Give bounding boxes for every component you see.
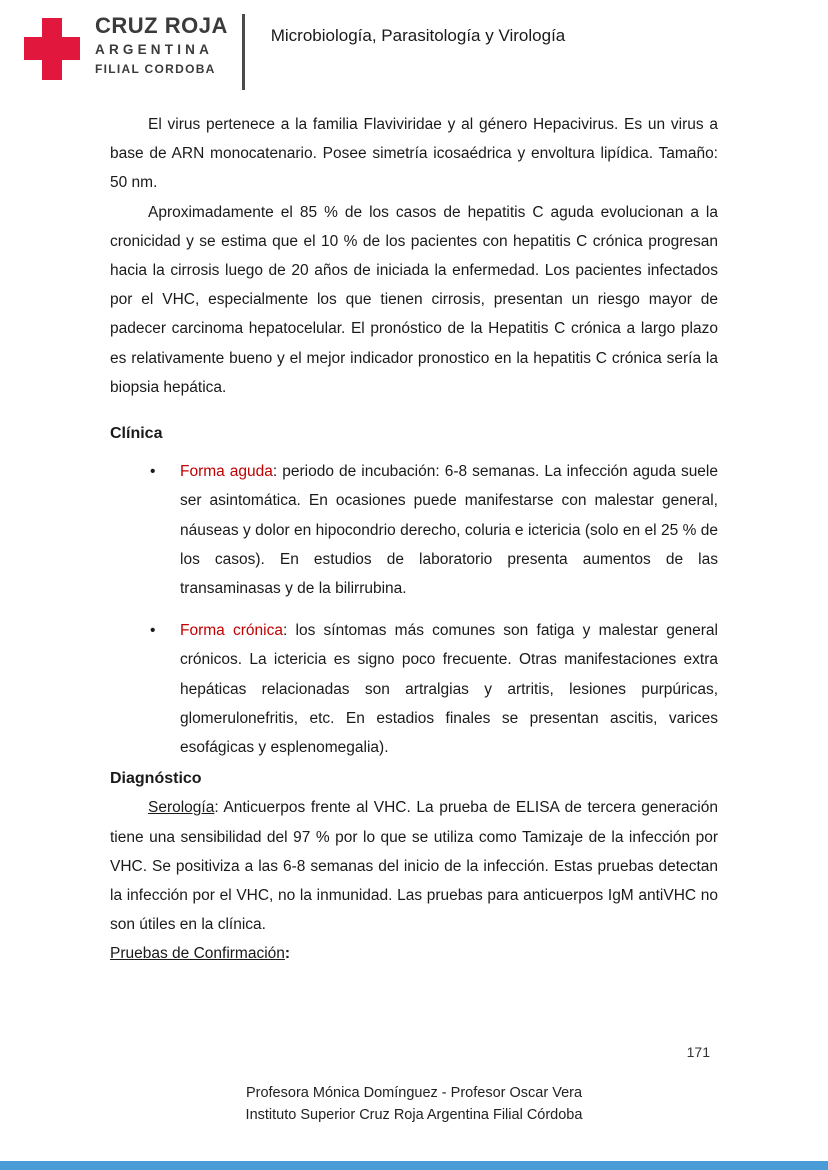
document-body: [110, 110, 718, 969]
paragraph-virus-family: El virus pertenece a la familia Flaviviridae y al género Hepacivirus. Es un virus a base de ARN monocatenario. Posee simetría icosaédrica y envoltura lipídica. Tamaño: 50 nm.: [110, 116, 718, 192]
bottom-blue-bar: [0, 1161, 828, 1170]
logo-line-cruz-roja: CRUZ ROJA: [95, 13, 228, 38]
heading-clinica: Clínica: [110, 425, 163, 443]
serologia-text: : Anticuerpos frente al VHC. La prueba de ELISA de tercera generación tiene una sensibilidad del 97 % por lo que se utiliza como Tamizaje de la infección por VHC. Se positiviza a las 6-8 semanas del inicio de la infección. Estas pruebas detectan la infección por el VHC, no la inmunidad. Las pruebas para anticuerpos IgM antiVHC no son útiles en la clínica.: [110, 799, 718, 934]
logo-line-filial-cordoba: FILIAL CORDOBA: [95, 62, 216, 76]
page-footer: [0, 1082, 828, 1126]
forma-cronica-label: Forma crónica: [180, 622, 283, 640]
forma-aguda-text: : periodo de incubación: 6-8 semanas. La infección aguda suele ser asintomática. En ocasiones puede manifestarse con malestar general, náuseas y dolor en hipocondrio derecho, coluria e ictericia (solo en el 25 % de los casos). En estudios de laboratorio presenta aumentos de las transaminasas y de la bilirrubina.: [180, 463, 718, 598]
list-item-forma-cronica: [110, 616, 718, 762]
bullet-icon: •: [150, 622, 156, 640]
heading-diagnostico: Diagnóstico: [110, 770, 202, 788]
document-title: Microbiología, Parasitología y Virología: [270, 26, 566, 45]
forma-aguda-label: Forma aguda: [180, 463, 273, 481]
paragraph-prognosis: Aproximadamente el 85 % de los casos de hepatitis C aguda evolucionan a la cronicidad y se estima que el 10 % de los pacientes con hepatitis C crónica progresan hacia la cirrosis luego de 20 años de iniciada la enfermedad. Los pacientes infectados por el VHC, especialmente los que tienen cirrosis, presentan un riesgo mayor de padecer carcinoma hepatocelular. El pronóstico de la Hepatitis C crónica a largo plazo es relativamente bueno y el mejor indicador pronostico en la hepatitis C crónica sería la biopsia hepática.: [110, 203, 718, 396]
red-cross-icon: [24, 18, 80, 80]
pruebas-confirmacion-line: [110, 939, 718, 968]
paragraph-serologia: [110, 793, 718, 939]
footer-institute: Instituto Superior Cruz Roja Argentina Filial Córdoba: [245, 1107, 583, 1123]
bullet-icon: •: [150, 463, 156, 481]
forma-cronica-text: : los síntomas más comunes son fatiga y malestar general crónicos. La ictericia es signo poco frecuente. Otras manifestaciones extra hepáticas relacionadas son artralgias y artritis, lesiones purpúricas, glomerulonefritis, etc. En estadios finales se presentan ascitis, varices esofágicas y esplenomegalia).: [180, 622, 718, 757]
footer-professors: Profesora Mónica Domínguez - Profesor Oscar Vera: [245, 1085, 583, 1101]
pruebas-label: Pruebas de Confirmación: [110, 945, 285, 963]
pruebas-colon: :: [284, 945, 291, 963]
serologia-label: Serología: [148, 799, 215, 817]
list-item-forma-aguda: [110, 457, 718, 603]
page-number: 171: [686, 1044, 710, 1060]
logo-line-argentina: ARGENTINA: [95, 42, 214, 57]
cruz-roja-logo: [24, 12, 245, 90]
